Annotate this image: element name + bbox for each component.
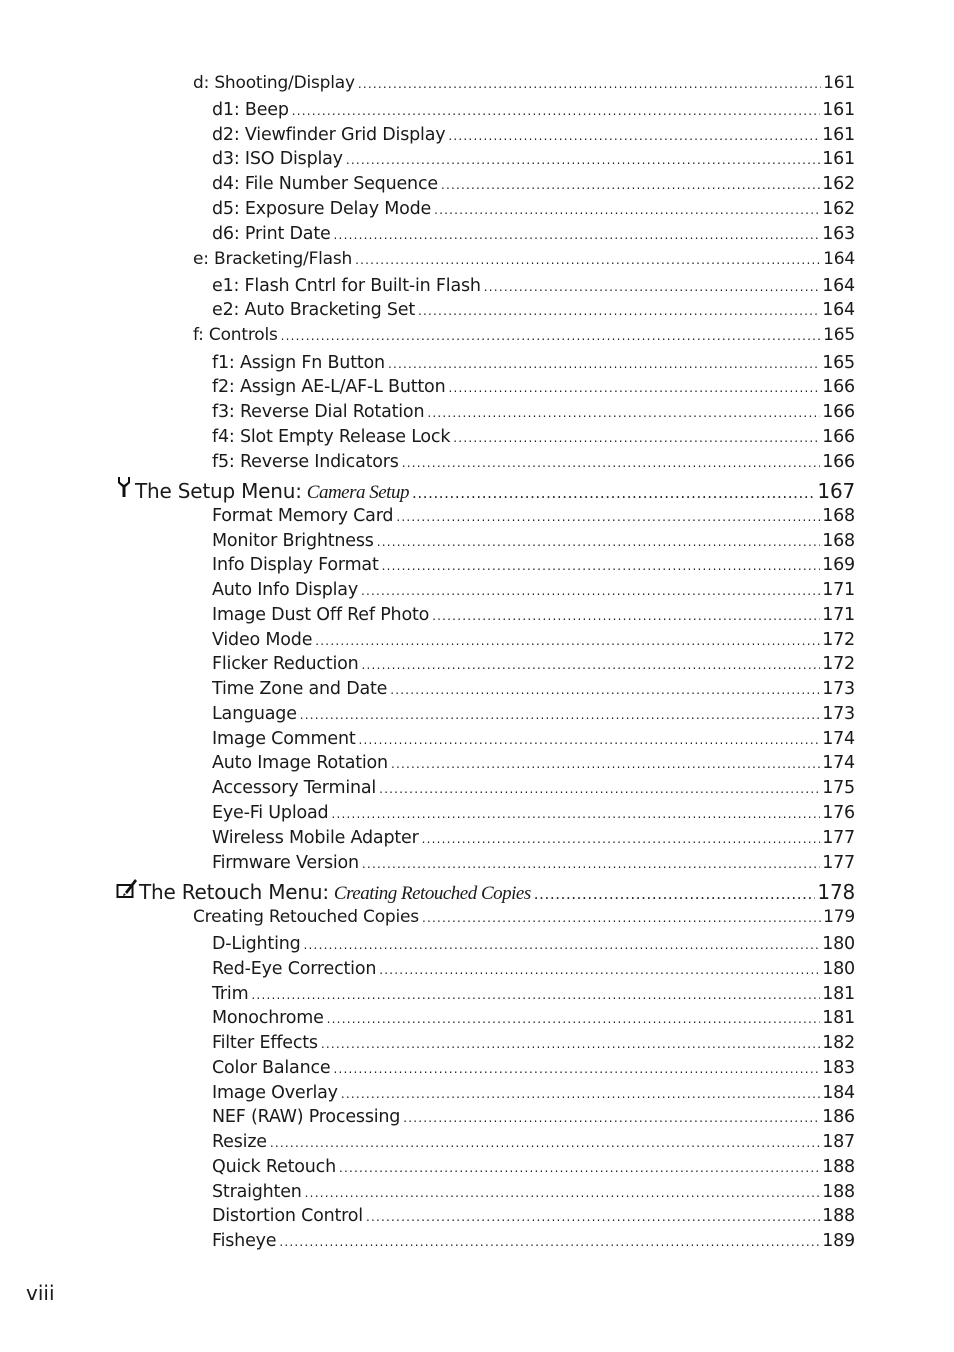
toc-entry xyxy=(212,299,855,322)
entry-title: f3: Reverse Dial Rotation xyxy=(212,402,425,422)
entry-title: Straighten xyxy=(212,1182,302,1202)
entry-title: Resize xyxy=(212,1132,267,1152)
entry-title: e1: Flash Cntrl for Built-in Flash xyxy=(212,276,481,296)
toc-entry xyxy=(212,1131,855,1154)
toc-entry xyxy=(212,275,855,298)
entry-page-number: 178 xyxy=(817,880,855,904)
entry-title: Language xyxy=(212,704,297,724)
entry-page-number: 171 xyxy=(822,580,855,600)
entry-title: Auto Info Display xyxy=(212,580,358,600)
dot-leader xyxy=(327,1008,821,1030)
dot-leader xyxy=(315,630,820,652)
toc-entry xyxy=(212,505,855,528)
entry-title: f5: Reverse Indicators xyxy=(212,452,399,472)
dot-leader xyxy=(441,174,820,196)
dot-leader xyxy=(422,907,821,929)
entry-page-number: 179 xyxy=(823,907,855,927)
entry-page-number: 173 xyxy=(822,679,855,699)
dot-leader xyxy=(339,1157,820,1179)
toc-entry xyxy=(212,401,855,424)
toc-subsection xyxy=(193,906,855,929)
entry-title: f4: Slot Empty Release Lock xyxy=(212,427,451,447)
dot-leader xyxy=(448,125,820,147)
entry-title: Format Memory Card xyxy=(212,506,394,526)
entry-page-number: 165 xyxy=(823,325,855,345)
toc-entry xyxy=(212,653,855,676)
entry-page-number: 162 xyxy=(822,199,855,219)
entry-title: Monochrome xyxy=(212,1008,324,1028)
entry-page-number: 188 xyxy=(822,1206,855,1226)
dot-leader xyxy=(379,959,820,981)
entry-title: Color Balance xyxy=(212,1058,331,1078)
entry-page-number: 161 xyxy=(822,100,855,120)
entry-page-number: 166 xyxy=(822,427,855,447)
entry-title: Wireless Mobile Adapter xyxy=(212,828,419,848)
toc-entry xyxy=(212,451,855,474)
toc-entry xyxy=(212,728,855,751)
entry-title: The Retouch Menu: xyxy=(139,880,329,904)
dot-leader xyxy=(377,531,820,553)
dot-leader xyxy=(292,100,820,122)
toc-subsection xyxy=(193,248,855,271)
dot-leader xyxy=(358,73,821,95)
toc-entry xyxy=(212,148,855,171)
entry-page-number: 161 xyxy=(822,125,855,145)
entry-page-number: 182 xyxy=(822,1033,855,1053)
dot-leader xyxy=(434,199,820,221)
toc-entry xyxy=(212,629,855,652)
entry-page-number: 166 xyxy=(822,452,855,472)
entry-title: e: Bracketing/Flash xyxy=(193,249,353,269)
toc-entry xyxy=(212,426,855,449)
entry-page-number: 166 xyxy=(822,377,855,397)
entry-page-number: 164 xyxy=(822,276,855,296)
dot-leader xyxy=(390,679,820,701)
toc-entry xyxy=(212,958,855,981)
entry-title: D-Lighting xyxy=(212,934,301,954)
entry-page-number: 166 xyxy=(822,402,855,422)
toc-section-heading xyxy=(116,476,855,506)
dot-leader xyxy=(305,1182,821,1204)
entry-title: Filter Effects xyxy=(212,1033,318,1053)
entry-page-number: 188 xyxy=(822,1182,855,1202)
entry-title: Fisheye xyxy=(212,1231,277,1251)
entry-page-number: 172 xyxy=(822,630,855,650)
dot-leader xyxy=(281,325,822,347)
retouch-brush-icon xyxy=(116,877,136,899)
wrench-icon xyxy=(116,476,132,498)
dot-leader xyxy=(448,377,820,399)
toc-entry xyxy=(212,678,855,701)
toc-entry xyxy=(212,530,855,553)
entry-title: d2: Viewfinder Grid Display xyxy=(212,125,446,145)
dot-leader xyxy=(402,452,820,474)
toc-entry xyxy=(212,352,855,375)
dot-leader xyxy=(333,1058,820,1080)
toc-subsection xyxy=(193,72,855,95)
toc-entry xyxy=(212,802,855,825)
entry-page-number: 174 xyxy=(822,753,855,773)
entry-page-number: 177 xyxy=(822,828,855,848)
dot-leader xyxy=(422,828,821,850)
entry-page-number: 181 xyxy=(822,1008,855,1028)
toc-entry xyxy=(212,1181,855,1204)
toc-entry xyxy=(212,173,855,196)
entry-title: f: Controls xyxy=(193,325,278,345)
entry-page-number: 188 xyxy=(822,1157,855,1177)
entry-page-number: 187 xyxy=(822,1132,855,1152)
entry-title: Image Overlay xyxy=(212,1083,338,1103)
entry-title: The Setup Menu: xyxy=(135,479,302,503)
dot-leader xyxy=(388,353,820,375)
page-number: viii xyxy=(26,1281,55,1305)
entry-title: d: Shooting/Display xyxy=(193,73,355,93)
dot-leader xyxy=(361,580,820,602)
entry-title: d4: File Number Sequence xyxy=(212,174,438,194)
entry-page-number: 168 xyxy=(822,531,855,551)
entry-page-number: 164 xyxy=(822,300,855,320)
dot-leader xyxy=(366,1206,820,1228)
toc-entry xyxy=(212,579,855,602)
toc-entry xyxy=(212,1205,855,1228)
entry-title: Flicker Reduction xyxy=(212,654,359,674)
dot-leader xyxy=(403,1107,820,1129)
entry-title: Video Mode xyxy=(212,630,313,650)
entry-page-number: 168 xyxy=(822,506,855,526)
dot-leader xyxy=(379,778,820,800)
toc-entry xyxy=(212,376,855,399)
entry-title: Monitor Brightness xyxy=(212,531,374,551)
entry-title: Firmware Version xyxy=(212,853,359,873)
dot-leader xyxy=(427,402,820,424)
dot-leader xyxy=(534,881,816,907)
entry-subtitle: Camera Setup xyxy=(306,482,409,503)
toc-entry xyxy=(212,1230,855,1253)
dot-leader xyxy=(418,300,820,322)
toc-entry xyxy=(212,752,855,775)
entry-page-number: 181 xyxy=(822,984,855,1004)
entry-title: Accessory Terminal xyxy=(212,778,377,798)
toc-entry xyxy=(212,827,855,850)
toc-entry xyxy=(212,1082,855,1105)
dot-leader xyxy=(279,1231,820,1253)
dot-leader xyxy=(432,605,820,627)
entry-page-number: 174 xyxy=(822,729,855,749)
entry-title: Creating Retouched Copies xyxy=(193,907,419,927)
toc-entry xyxy=(212,223,855,246)
entry-page-number: 176 xyxy=(822,803,855,823)
toc-entry xyxy=(212,1057,855,1080)
entry-title: Image Comment xyxy=(212,729,356,749)
toc-section-heading xyxy=(116,877,855,907)
toc-entry xyxy=(212,1106,855,1129)
entry-page-number: 171 xyxy=(822,605,855,625)
toc-entry xyxy=(212,777,855,800)
entry-page-number: 161 xyxy=(823,73,855,93)
dot-leader xyxy=(391,753,820,775)
entry-title: Auto Image Rotation xyxy=(212,753,388,773)
dot-leader xyxy=(341,1083,820,1105)
dot-leader xyxy=(331,803,820,825)
entry-page-number: 167 xyxy=(817,479,855,503)
entry-page-number: 180 xyxy=(822,959,855,979)
entry-title: d1: Beep xyxy=(212,100,289,120)
dot-leader xyxy=(396,506,820,528)
entry-title: f2: Assign AE-L/AF-L Button xyxy=(212,377,446,397)
entry-title: Eye-Fi Upload xyxy=(212,803,329,823)
toc-entry xyxy=(212,124,855,147)
entry-page-number: 186 xyxy=(822,1107,855,1127)
dot-leader xyxy=(304,934,821,956)
entry-title: d6: Print Date xyxy=(212,224,331,244)
entry-title: f1: Assign Fn Button xyxy=(212,353,385,373)
entry-page-number: 175 xyxy=(822,778,855,798)
entry-title: Info Display Format xyxy=(212,555,379,575)
entry-page-number: 183 xyxy=(822,1058,855,1078)
entry-page-number: 169 xyxy=(822,555,855,575)
entry-title: d5: Exposure Delay Mode xyxy=(212,199,432,219)
toc-entry xyxy=(212,1007,855,1030)
entry-page-number: 180 xyxy=(822,934,855,954)
toc-entry xyxy=(212,99,855,122)
dot-leader xyxy=(362,654,821,676)
dot-leader xyxy=(334,224,821,246)
entry-title: Time Zone and Date xyxy=(212,679,388,699)
entry-page-number: 162 xyxy=(822,174,855,194)
dot-leader xyxy=(453,427,820,449)
entry-page-number: 184 xyxy=(822,1083,855,1103)
toc-entry xyxy=(212,554,855,577)
toc-entry xyxy=(212,983,855,1006)
entry-page-number: 173 xyxy=(822,704,855,724)
entry-title: Trim xyxy=(212,984,249,1004)
entry-page-number: 165 xyxy=(822,353,855,373)
toc-entry xyxy=(212,852,855,875)
entry-subtitle: Creating Retouched Copies xyxy=(333,883,531,904)
dot-leader xyxy=(484,276,820,298)
entry-page-number: 189 xyxy=(822,1231,855,1251)
entry-page-number: 172 xyxy=(822,654,855,674)
dot-leader xyxy=(270,1132,820,1154)
toc-entry xyxy=(212,703,855,726)
dot-leader xyxy=(355,249,821,271)
dot-leader xyxy=(300,704,820,726)
toc-entry xyxy=(212,604,855,627)
entry-title: Quick Retouch xyxy=(212,1157,336,1177)
entry-page-number: 161 xyxy=(822,149,855,169)
toc-entry xyxy=(212,1032,855,1055)
toc-entry xyxy=(212,1156,855,1179)
entry-title: d3: ISO Display xyxy=(212,149,343,169)
toc-entry xyxy=(212,198,855,221)
entry-title: e2: Auto Bracketing Set xyxy=(212,300,415,320)
dot-leader xyxy=(359,729,821,751)
toc-subsection xyxy=(193,324,855,347)
dot-leader xyxy=(251,984,820,1006)
dot-leader xyxy=(321,1033,820,1055)
dot-leader xyxy=(382,555,821,577)
dot-leader xyxy=(346,149,820,171)
entry-page-number: 163 xyxy=(822,224,855,244)
toc-entry xyxy=(212,933,855,956)
dot-leader xyxy=(412,480,815,506)
dot-leader xyxy=(362,853,820,875)
entry-title: Distortion Control xyxy=(212,1206,363,1226)
entry-page-number: 164 xyxy=(823,249,855,269)
entry-title: NEF (RAW) Processing xyxy=(212,1107,401,1127)
entry-page-number: 177 xyxy=(822,853,855,873)
entry-title: Image Dust Off Ref Photo xyxy=(212,605,430,625)
entry-title: Red-Eye Correction xyxy=(212,959,377,979)
